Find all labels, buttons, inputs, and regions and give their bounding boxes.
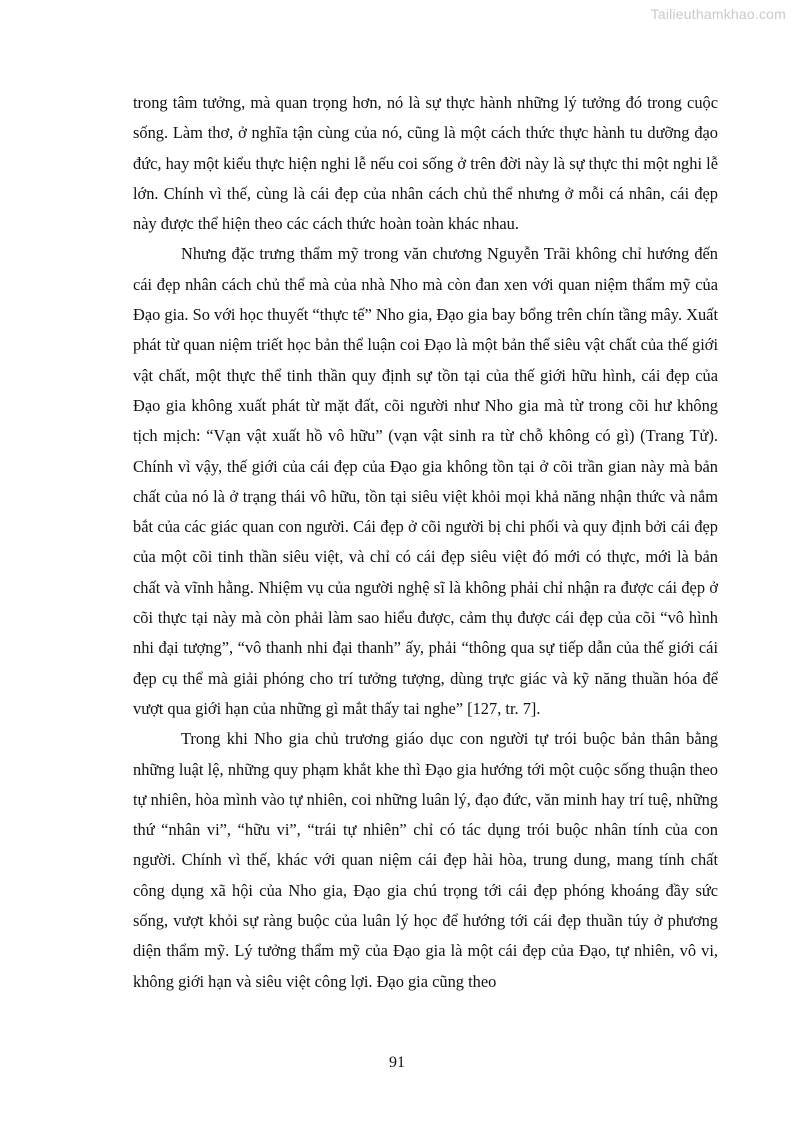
paragraph-confucian-vs-daoist: Trong khi Nho gia chủ trương giáo dục con người tự trói buộc bản thân bằng những luật lệ, những quy phạm khắt khe thì Đạo gia hướng tới một cuộc sống thuận theo tự nhiên, hòa mình vào tự nhiên, coi những luân lý, đạo đức, văn minh hay trí tuệ, những thứ “nhân vi”, “hữu vi”, “trái tự nhiên” chỉ có tác dụng trói buộc nhân tính của con người. Chính vì thế, khác với quan niệm cái đẹp hài hòa, trung dung, mang tính chất công dụng xã hội của Nho gia, Đạo gia chú trọng tới cái đẹp phóng khoáng đầy sức sống, vượt khỏi sự ràng buộc của luân lý học để hướng tới cái đẹp thuần túy ở phương diện thẩm mỹ. Lý tưởng thẩm mỹ của Đạo gia là một cái đẹp của Đạo, tự nhiên, vô vi, không giới hạn và siêu việt công lợi. Đạo gia cũng theo	[133, 729, 718, 991]
watermark: Tailieuthamkhao.com	[650, 6, 786, 22]
paragraph-continued: trong tâm tưởng, mà quan trọng hơn, nó là sự thực hành những lý tưởng đó trong cuộc sống. Làm thơ, ở nghĩa tận cùng của nó, cũng là một cách thức thực hành tu dưỡng đạo đức, hay một kiểu thực hiện nghi lễ nếu coi sống ở trên đời này là sự thực thi một nghi lễ lớn. Chính vì thế, cùng là cái đẹp của nhân cách chủ thể nhưng ở mỗi cá nhân, cái đẹp này được thể hiện theo các cách thức hoàn toàn khác nhau.	[133, 93, 718, 234]
paragraph-daoist-aesthetics: Nhưng đặc trưng thẩm mỹ trong văn chương Nguyễn Trãi không chỉ hướng đến cái đẹp nhân cách chủ thể mà của nhà Nho mà còn đan xen với quan niệm thẩm mỹ của Đạo gia. So với học thuyết “thực tế” Nho gia, Đạo gia bay bổng trên chín tầng mây. Xuất phát từ quan niệm triết học bản thể luận coi Đạo là một bản thể siêu vật chất của thế giới vật chất, một thực thể tinh thần quy định sự tồn tại của thế giới hữu hình, cái đẹp của Đạo gia không xuất phát từ mặt đất, cõi người như Nho gia mà từ trong cõi hư không tịch mịch: “Vạn vật xuất hồ vô hữu” (vạn vật sinh ra từ chỗ không có gì) (Trang Tử). Chính vì vậy, thế giới của cái đẹp của Đạo gia không tồn tại ở cõi trần gian này mà bản chất của nó là ở trạng thái vô hữu, tồn tại siêu việt khỏi mọi khả năng nhận thức và nắm bắt của các giác quan con người. Cái đẹp ở cõi người bị chi phối và quy định bởi cái đẹp của một cõi tinh thần siêu việt, và chỉ có cái đẹp siêu việt đó mới có thực, mới là bản chất và vĩnh hằng. Nhiệm vụ của người nghệ sĩ là không phải chỉ nhận ra được cái đẹp ở cõi thực tại này mà còn phải làm sao hiểu được, cảm thụ được cái đẹp của cõi “vô hình nhi đại tượng”, “vô thanh nhi đại thanh” ấy, phải “thông qua sự tiếp dẫn của thế giới cái đẹp cụ thể mà giải phóng cho trí tưởng tượng, dùng trực giác và kỹ năng thuần hóa để vượt qua giới hạn của những gì mắt thấy tai nghe” [127, tr. 7].	[133, 244, 718, 718]
page-body	[133, 88, 718, 997]
page-number: 91	[389, 1054, 405, 1071]
